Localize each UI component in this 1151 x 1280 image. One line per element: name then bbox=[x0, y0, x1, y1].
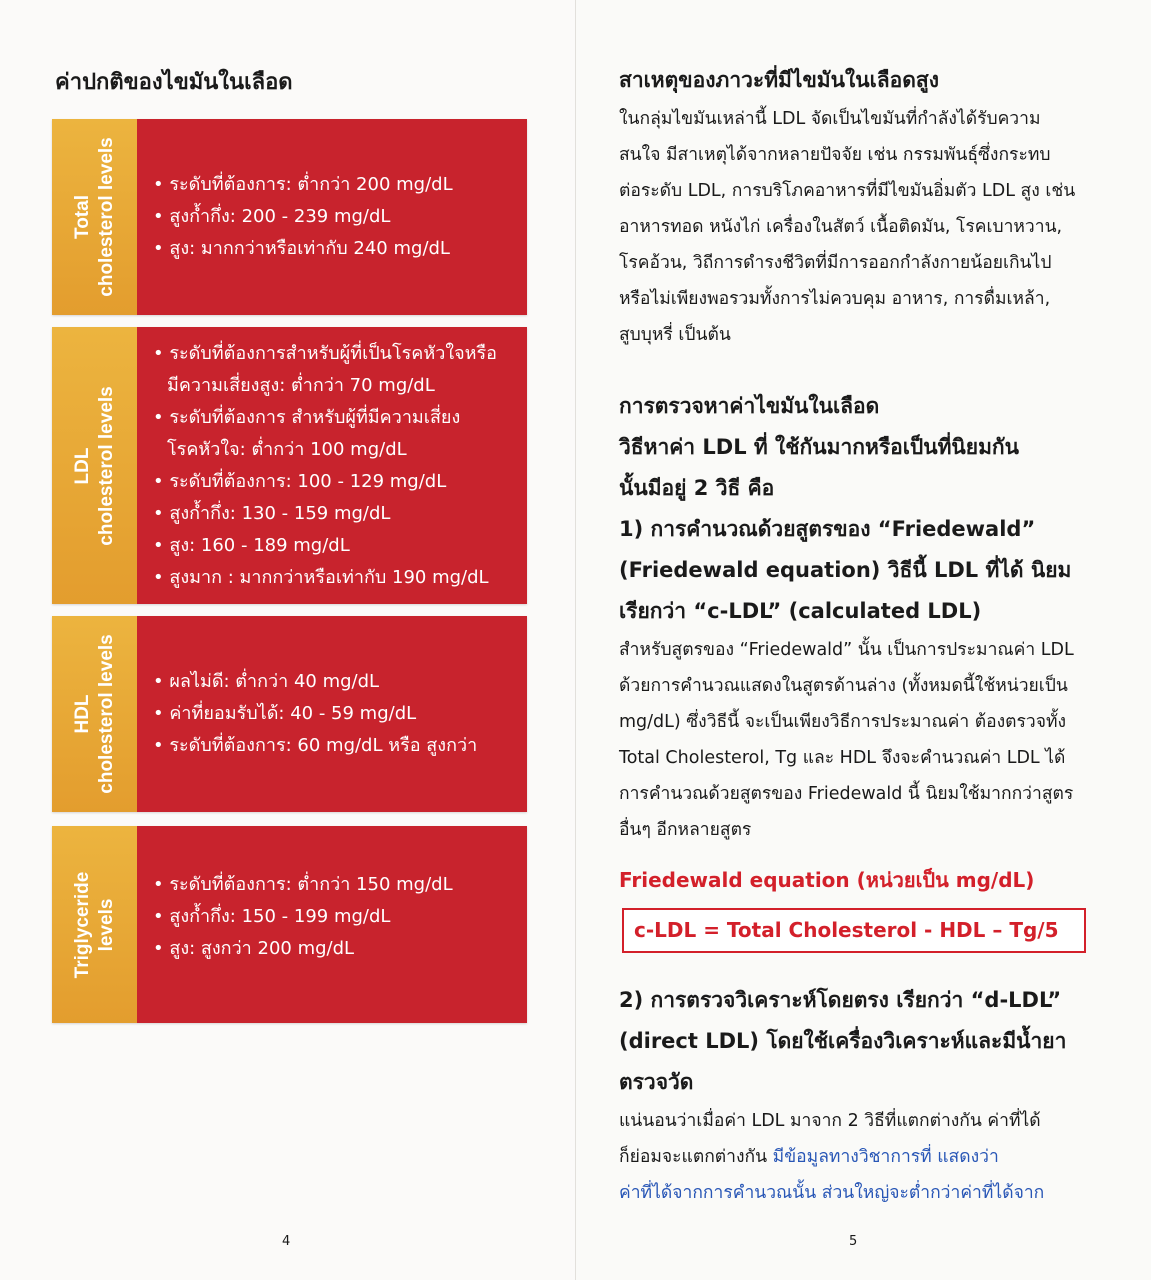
level-item: • ระดับที่ต้องการ: ต่ำกว่า 150 mg/dL bbox=[153, 874, 453, 895]
level-item: • ระดับที่ต้องการ: ต่ำกว่า 200 mg/dL bbox=[153, 174, 453, 195]
level-item: มีความเสี่ยงสูง: ต่ำกว่า 70 mg/dL bbox=[167, 374, 435, 396]
text-line: นั้นมีอยู่ 2 วิธี คือ bbox=[619, 476, 775, 500]
text-line: อาหารทอด หนังไก่ เครื่องในสัตว์ เนื้อติดมัน, โรคเบาหวาน, bbox=[619, 217, 1063, 237]
hdl-cholesterol-box bbox=[52, 616, 527, 812]
text-line: หรือไม่เพียงพอรวมทั้งการไม่ควบคุม อาหาร, การดื่มเหล้า, bbox=[619, 289, 1051, 309]
page-heading: ค่าปกติของไขมันในเลือด bbox=[55, 70, 293, 95]
method2-section bbox=[619, 980, 1099, 1211]
right-page bbox=[575, 0, 1151, 1280]
level-item: • สูง: สูงกว่า 200 mg/dL bbox=[153, 938, 355, 959]
level-item: • ค่าที่ยอมรับได้: 40 - 59 mg/dL bbox=[153, 703, 417, 724]
text-line: เรียกว่า “c-LDL” (calculated LDL) bbox=[619, 599, 982, 623]
level-item: • สูงก้ำกึ่ง: 150 - 199 mg/dL bbox=[153, 906, 391, 927]
level-item: • ระดับที่ต้องการ: 60 mg/dL หรือ สูงกว่า bbox=[153, 735, 478, 756]
level-item: • ระดับที่ต้องการ สำหรับผู้ที่มีความเสี่ยง bbox=[153, 406, 461, 428]
text-line: Total Cholesterol, Tg และ HDL จึงจะคำนวณค่า LDL ได้ bbox=[619, 748, 1066, 768]
text-line: ในกลุ่มไขมันเหล่านี้ LDL จัดเป็นไขมันที่กำลังได้รับความ bbox=[619, 109, 1041, 129]
section-heading: สาเหตุของภาวะที่มีไขมันในเลือดสูง bbox=[619, 68, 939, 92]
text-line: อื่นๆ อีกหลายสูตร bbox=[619, 820, 752, 840]
box-label: LDL cholesterol levels bbox=[71, 385, 117, 546]
level-item: โรคหัวใจ: ต่ำกว่า 100 mg/dL bbox=[167, 438, 407, 460]
level-item: • ระดับที่ต้องการสำหรับผู้ที่เป็นโรคหัวใจหรือ bbox=[153, 342, 497, 364]
text-line: (direct LDL) โดยใช้เครื่องวิเคราะห์และมีน้ำยา bbox=[619, 1029, 1067, 1053]
text-line: สูบบุหรี่ เป็นต้น bbox=[619, 325, 731, 345]
paragraph-text: ก็ย่อมจะแตกต่างกัน bbox=[619, 1147, 773, 1167]
highlight-text: มีข้อมูลทางวิชาการที่ แสดงว่า bbox=[772, 1147, 999, 1167]
text-line: สำหรับสูตรของ “Friedewald” นั้น เป็นการประมาณค่า LDL bbox=[619, 640, 1074, 660]
level-item: • ระดับที่ต้องการ: 100 - 129 mg/dL bbox=[153, 470, 447, 492]
equation-title: Friedewald equation (หน่วยเป็น mg/dL) bbox=[619, 868, 1035, 892]
text-line: สนใจ มีสาเหตุได้จากหลายปัจจัย เช่น กรรมพันธุ์ซึ่งกระทบ bbox=[619, 145, 1051, 165]
text-line: วิธีหาค่า LDL ที่ ใช้กันมากหรือเป็นที่นิยมกัน bbox=[619, 435, 1019, 459]
total-cholesterol-box bbox=[52, 119, 527, 315]
page-number: 5 bbox=[849, 1234, 858, 1249]
text-line: การคำนวณด้วยสูตรของ Friedewald นี้ นิยมใช้มากกว่าสูตร bbox=[619, 784, 1074, 804]
text-line: 1) การคำนวณด้วยสูตรของ “Friedewald” bbox=[619, 517, 1036, 541]
level-item: • สูงก้ำกึ่ง: 130 - 159 mg/dL bbox=[153, 502, 391, 524]
text-line: การตรวจหาค่าไขมันในเลือด bbox=[619, 394, 880, 418]
box-label: Total cholesterol levels bbox=[71, 137, 117, 297]
box-label: Triglyceride levels bbox=[71, 871, 117, 978]
level-item: • สูง: มากกว่าหรือเท่ากับ 240 mg/dL bbox=[153, 238, 450, 259]
paragraph-line: แน่นอนว่าเมื่อค่า LDL มาจาก 2 วิธีที่แตกต่างกัน ค่าที่ได้ bbox=[619, 1111, 1041, 1131]
level-item: • สูงมาก : มากกว่าหรือเท่ากับ 190 mg/dL bbox=[153, 566, 489, 588]
highlight-text: ค่าที่ได้จากการคำนวณนั้น ส่วนใหญ่จะต่ำกว่าค่าที่ได้จาก bbox=[619, 1183, 1045, 1203]
level-item: • ผลไม่ดี: ต่ำกว่า 40 mg/dL bbox=[153, 671, 380, 692]
text-line: โรคอ้วน, วิถีการดำรงชีวิตที่มีการออกกำลังกายน้อยเกินไป bbox=[619, 253, 1052, 273]
causes-section bbox=[619, 60, 1099, 353]
equation-box: c-LDL = Total Cholesterol - HDL – Tg/5 bbox=[622, 908, 1086, 953]
triglyceride-box bbox=[52, 826, 527, 1023]
text-line: 2) การตรวจวิเคราะห์โดยตรง เรียกว่า “d-LDL” bbox=[619, 988, 1062, 1012]
text-line: ด้วยการคำนวณแสดงในสูตรด้านล่าง (ทั้งหมดนี้ใช้หน่วยเป็น bbox=[619, 676, 1068, 696]
text-line: ตรวจวัด bbox=[619, 1070, 694, 1094]
test-section bbox=[619, 386, 1099, 848]
level-item: • สูง: 160 - 189 mg/dL bbox=[153, 534, 350, 556]
page-number: 4 bbox=[282, 1234, 291, 1249]
ldl-cholesterol-box bbox=[52, 327, 527, 604]
level-item: • สูงก้ำกึ่ง: 200 - 239 mg/dL bbox=[153, 206, 391, 227]
left-page bbox=[0, 0, 575, 1280]
text-line: (Friedewald equation) วิธีนี้ LDL ที่ได้ นิยม bbox=[619, 558, 1072, 582]
box-label: HDL cholesterol levels bbox=[71, 634, 117, 794]
text-line: mg/dL) ซึ่งวิธีนี้ จะเป็นเพียงวิธีการประมาณค่า ต้องตรวจทั้ง bbox=[619, 712, 1067, 732]
text-line: ต่อระดับ LDL, การบริโภคอาหารที่มีไขมันอิ่มตัว LDL สูง เช่น bbox=[619, 181, 1076, 201]
